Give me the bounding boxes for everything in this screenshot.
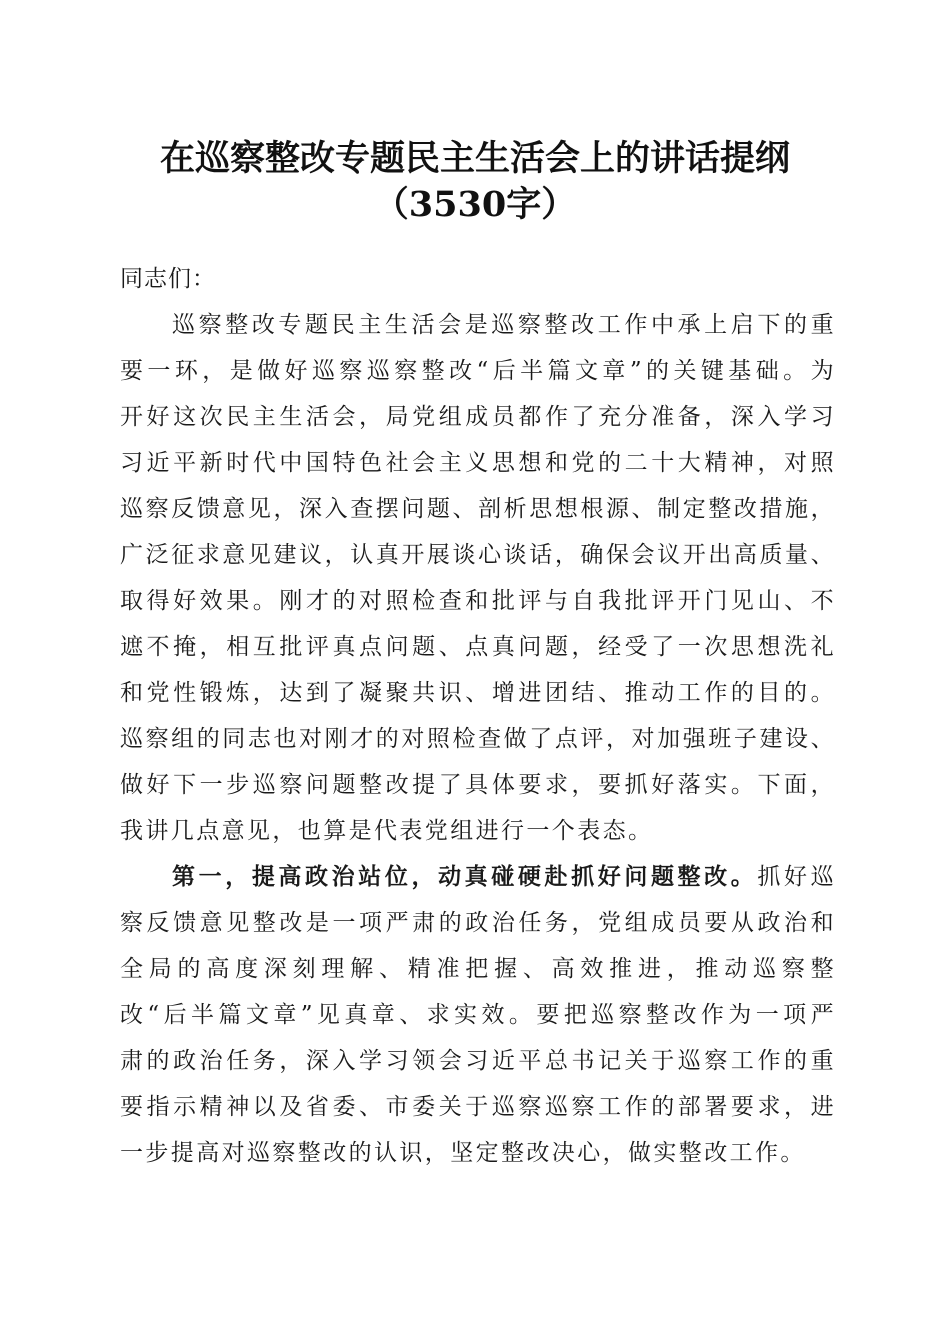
paragraph-2-line: 察反馈意见整改是一项严肃的政治任务，党组成员要从政治和 bbox=[120, 910, 836, 936]
paragraph-2-first-tail: 抓好巡 bbox=[757, 864, 836, 890]
paragraph-1-line: 广泛征求意见建议，认真开展谈心谈话，确保会议开出高质量、 bbox=[120, 542, 836, 568]
paragraph-1-line: 习近平新时代中国特色社会主义思想和党的二十大精神，对照 bbox=[120, 450, 836, 476]
paragraph-2-line: 改“后半篇文章”见真章、求实效。要把巡察整改作为一项严 bbox=[120, 1002, 836, 1028]
paragraph-1-line: 和党性锻炼，达到了凝聚共识、增进团结、推动工作的目的。 bbox=[120, 680, 836, 706]
paragraph-1-line: 我讲几点意见，也算是代表党组进行一个表态。 bbox=[120, 818, 654, 844]
paragraph-2-line: 全局的高度深刻理解、精准把握、高效推进，推动巡察整 bbox=[120, 956, 836, 982]
paragraph-1-line: 开好这次民主生活会，局党组成员都作了充分准备，深入学习 bbox=[120, 404, 836, 430]
salutation: 同志们： bbox=[120, 266, 216, 292]
paragraph-1-line: 巡察整改专题民主生活会是巡察整改工作中承上启下的重 bbox=[172, 312, 836, 338]
document-title: 在巡察整改专题民主生活会上的讲话提纲 bbox=[159, 138, 790, 179]
document-body bbox=[120, 256, 836, 1176]
paragraph-1-line: 巡察组的同志也对刚才的对照检查做了点评，对加强班子建设、 bbox=[120, 726, 836, 752]
paragraph-2-line: 一步提高对巡察整改的认识，坚定整改决心，做实整改工作。 bbox=[120, 1140, 806, 1166]
paragraph-1-line: 要一环，是做好巡察巡察整改“后半篇文章”的关键基础。为 bbox=[120, 358, 836, 384]
paragraph-2-line: 肃的政治任务，深入学习领会习近平总书记关于巡察工作的重 bbox=[120, 1048, 836, 1074]
paragraph-1-line: 巡察反馈意见，深入查摆问题、剖析思想根源、制定整改措施， bbox=[120, 496, 836, 522]
paragraph-1-line: 做好下一步巡察问题整改提了具体要求，要抓好落实。下面， bbox=[120, 772, 836, 798]
paragraph-2-first-line bbox=[120, 854, 836, 900]
paragraph-1-line: 取得好效果。刚才的对照检查和批评与自我批评开门见山、不 bbox=[120, 588, 836, 614]
title-block bbox=[0, 136, 950, 228]
paragraph-1-line: 遮不掩，相互批评真点问题、点真问题，经受了一次思想洗礼 bbox=[120, 634, 836, 660]
document-subtitle: （3530字） bbox=[373, 184, 577, 225]
section-heading: 第一，提高政治站位，动真碰硬赴抓好问题整改。 bbox=[172, 863, 758, 890]
paragraph-2-line: 要指示精神以及省委、市委关于巡察巡察工作的部署要求，进 bbox=[120, 1094, 836, 1120]
